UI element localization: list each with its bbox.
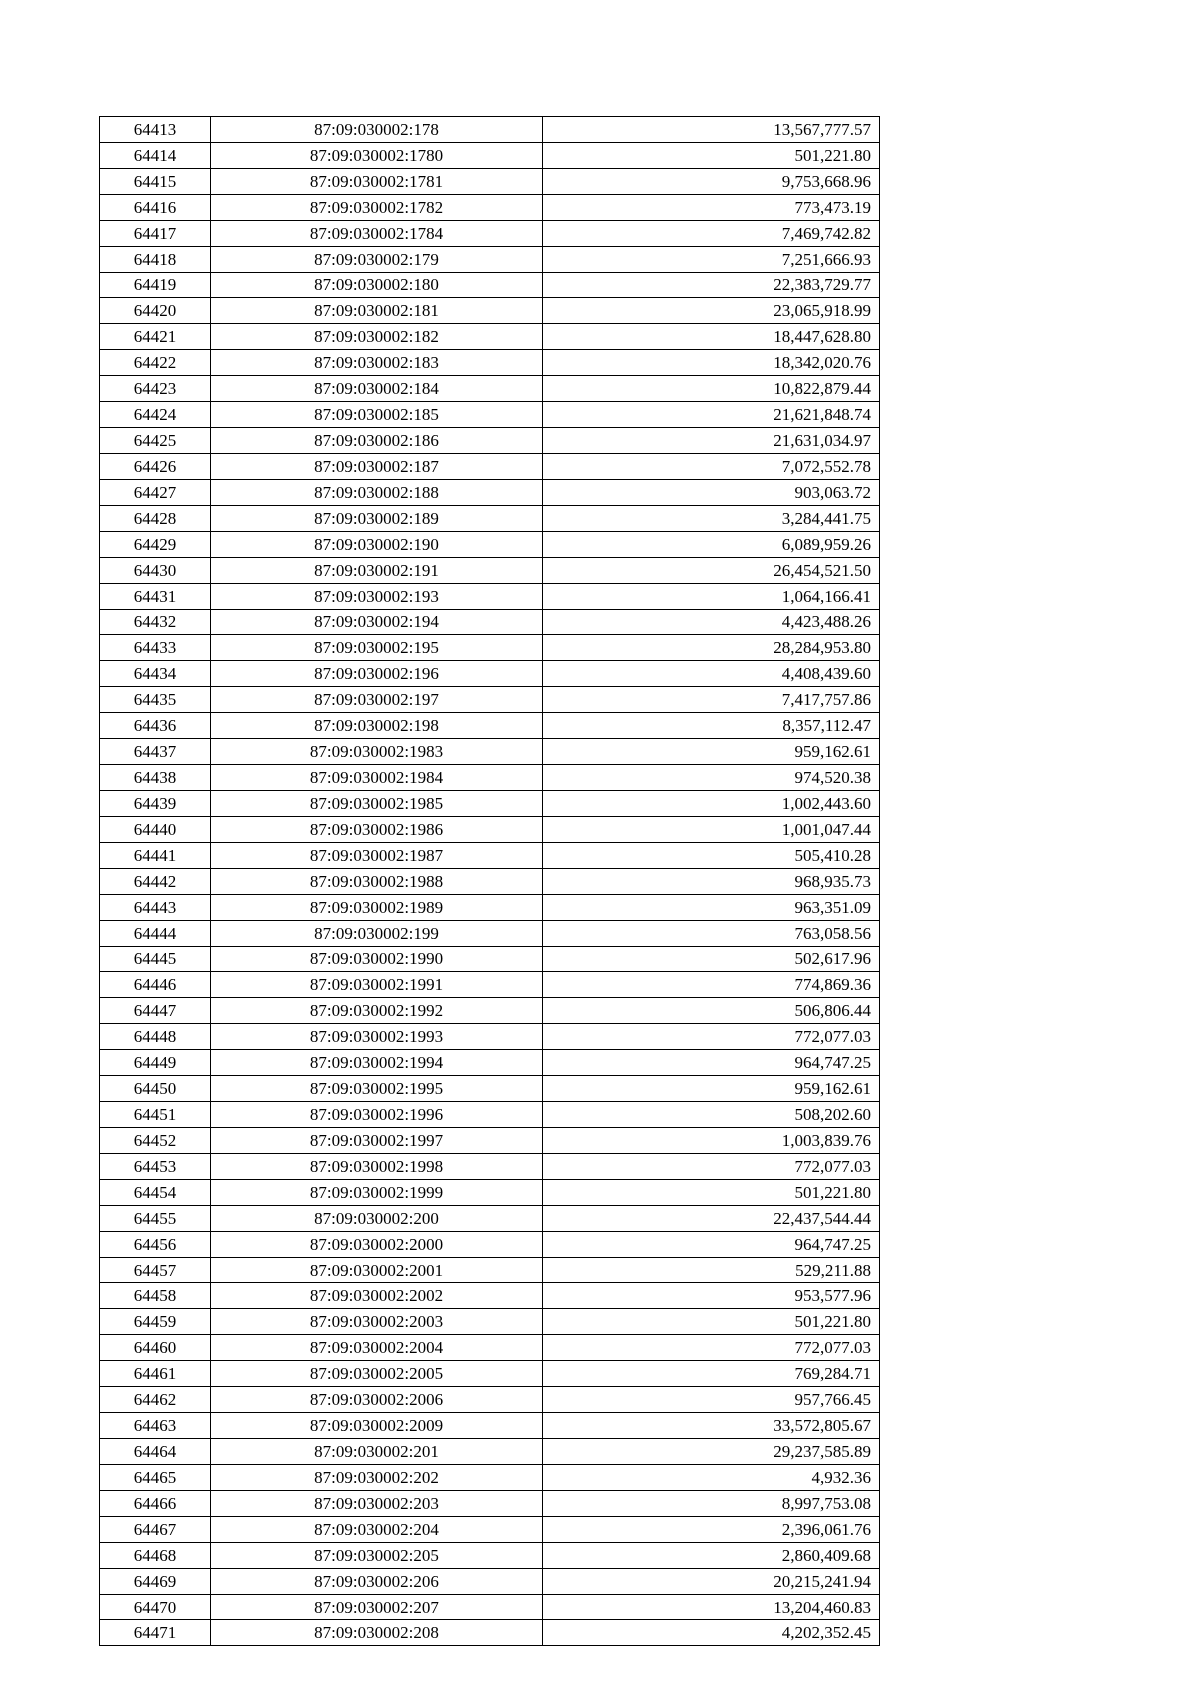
value-cell: 963,351.09 [543,894,880,920]
table-row [100,117,880,143]
cadastral-number-cell: 87:09:030002:202 [211,1464,543,1490]
cadastral-number-cell: 87:09:030002:206 [211,1568,543,1594]
row-number-cell: 64469 [100,1568,211,1594]
value-cell: 20,215,241.94 [543,1568,880,1594]
row-number-cell: 64414 [100,142,211,168]
table-row [100,842,880,868]
table-row [100,1050,880,1076]
table-row [100,479,880,505]
cadastral-number-cell: 87:09:030002:1983 [211,739,543,765]
value-cell: 13,204,460.83 [543,1594,880,1620]
cadastral-number-cell: 87:09:030002:1780 [211,142,543,168]
value-cell: 18,342,020.76 [543,350,880,376]
value-cell: 508,202.60 [543,1102,880,1128]
value-cell: 3,284,441.75 [543,505,880,531]
cadastral-number-cell: 87:09:030002:208 [211,1620,543,1646]
row-number-cell: 64448 [100,1024,211,1050]
row-number-cell: 64435 [100,687,211,713]
cadastral-number-cell: 87:09:030002:201 [211,1439,543,1465]
cadastral-number-cell: 87:09:030002:183 [211,350,543,376]
value-cell: 22,383,729.77 [543,272,880,298]
value-cell: 505,410.28 [543,842,880,868]
value-cell: 21,631,034.97 [543,428,880,454]
value-cell: 33,572,805.67 [543,1413,880,1439]
row-number-cell: 64462 [100,1387,211,1413]
value-cell: 18,447,628.80 [543,324,880,350]
cadastral-number-cell: 87:09:030002:189 [211,505,543,531]
table-body [100,117,880,1646]
value-cell: 7,072,552.78 [543,453,880,479]
cadastral-number-cell: 87:09:030002:1984 [211,765,543,791]
value-cell: 953,577.96 [543,1283,880,1309]
row-number-cell: 64463 [100,1413,211,1439]
cadastral-number-cell: 87:09:030002:1999 [211,1179,543,1205]
cadastral-number-cell: 87:09:030002:182 [211,324,543,350]
cadastral-number-cell: 87:09:030002:2009 [211,1413,543,1439]
cadastral-number-cell: 87:09:030002:1993 [211,1024,543,1050]
row-number-cell: 64465 [100,1464,211,1490]
row-number-cell: 64471 [100,1620,211,1646]
cadastral-number-cell: 87:09:030002:1995 [211,1076,543,1102]
row-number-cell: 64430 [100,557,211,583]
value-cell: 964,747.25 [543,1231,880,1257]
row-number-cell: 64428 [100,505,211,531]
cadastral-number-cell: 87:09:030002:1997 [211,1127,543,1153]
value-cell: 23,065,918.99 [543,298,880,324]
value-cell: 21,621,848.74 [543,402,880,428]
cadastral-number-cell: 87:09:030002:199 [211,920,543,946]
row-number-cell: 64458 [100,1283,211,1309]
value-cell: 501,221.80 [543,142,880,168]
value-cell: 26,454,521.50 [543,557,880,583]
row-number-cell: 64415 [100,168,211,194]
table-row [100,1542,880,1568]
table-row [100,168,880,194]
value-cell: 13,567,777.57 [543,117,880,143]
table-row [100,1024,880,1050]
cadastral-number-cell: 87:09:030002:2001 [211,1257,543,1283]
row-number-cell: 64423 [100,376,211,402]
value-cell: 2,860,409.68 [543,1542,880,1568]
table-row [100,1153,880,1179]
row-number-cell: 64420 [100,298,211,324]
value-cell: 28,284,953.80 [543,635,880,661]
cadastral-number-cell: 87:09:030002:1989 [211,894,543,920]
table-row [100,1102,880,1128]
table-row [100,142,880,168]
cadastral-number-cell: 87:09:030002:194 [211,609,543,635]
table-row [100,1283,880,1309]
table-row [100,661,880,687]
value-cell: 772,077.03 [543,1153,880,1179]
table-row [100,246,880,272]
value-cell: 29,237,585.89 [543,1439,880,1465]
value-cell: 964,747.25 [543,1050,880,1076]
table-row [100,298,880,324]
table-row [100,1439,880,1465]
row-number-cell: 64459 [100,1309,211,1335]
table-row [100,1179,880,1205]
cadastral-number-cell: 87:09:030002:1985 [211,790,543,816]
cadastral-number-cell: 87:09:030002:178 [211,117,543,143]
row-number-cell: 64468 [100,1542,211,1568]
value-cell: 22,437,544.44 [543,1205,880,1231]
table-row [100,1620,880,1646]
value-cell: 4,202,352.45 [543,1620,880,1646]
row-number-cell: 64452 [100,1127,211,1153]
cadastral-number-cell: 87:09:030002:193 [211,583,543,609]
table-row [100,557,880,583]
row-number-cell: 64447 [100,998,211,1024]
value-cell: 501,221.80 [543,1309,880,1335]
table-row [100,920,880,946]
value-cell: 7,251,666.93 [543,246,880,272]
table-row [100,583,880,609]
table-row [100,1205,880,1231]
cadastral-number-cell: 87:09:030002:197 [211,687,543,713]
cadastral-number-cell: 87:09:030002:186 [211,428,543,454]
cadastral-number-cell: 87:09:030002:1781 [211,168,543,194]
value-cell: 1,003,839.76 [543,1127,880,1153]
row-number-cell: 64454 [100,1179,211,1205]
table-row [100,816,880,842]
cadastral-number-cell: 87:09:030002:1994 [211,1050,543,1076]
value-cell: 7,469,742.82 [543,220,880,246]
row-number-cell: 64464 [100,1439,211,1465]
cadastral-number-cell: 87:09:030002:187 [211,453,543,479]
row-number-cell: 64460 [100,1335,211,1361]
cadastral-number-cell: 87:09:030002:2006 [211,1387,543,1413]
value-cell: 10,822,879.44 [543,376,880,402]
cadastral-number-cell: 87:09:030002:2002 [211,1283,543,1309]
table-row [100,324,880,350]
row-number-cell: 64419 [100,272,211,298]
table-row [100,1231,880,1257]
row-number-cell: 64453 [100,1153,211,1179]
row-number-cell: 64437 [100,739,211,765]
cadastral-number-cell: 87:09:030002:1784 [211,220,543,246]
cadastral-number-cell: 87:09:030002:2005 [211,1361,543,1387]
table-row [100,272,880,298]
row-number-cell: 64449 [100,1050,211,1076]
table-row [100,1490,880,1516]
value-cell: 8,997,753.08 [543,1490,880,1516]
table-row [100,739,880,765]
value-cell: 501,221.80 [543,1179,880,1205]
value-cell: 4,408,439.60 [543,661,880,687]
table-row [100,1568,880,1594]
row-number-cell: 64431 [100,583,211,609]
row-number-cell: 64470 [100,1594,211,1620]
table-row [100,1464,880,1490]
value-cell: 959,162.61 [543,739,880,765]
table-row [100,946,880,972]
value-cell: 772,077.03 [543,1024,880,1050]
cadastral-number-cell: 87:09:030002:1990 [211,946,543,972]
row-number-cell: 64424 [100,402,211,428]
row-number-cell: 64456 [100,1231,211,1257]
row-number-cell: 64440 [100,816,211,842]
value-cell: 968,935.73 [543,868,880,894]
table-row [100,1516,880,1542]
table-row [100,1076,880,1102]
row-number-cell: 64445 [100,946,211,972]
table-row [100,765,880,791]
row-number-cell: 64413 [100,117,211,143]
table-row [100,998,880,1024]
table-row [100,1309,880,1335]
cadastral-number-cell: 87:09:030002:179 [211,246,543,272]
cadastral-number-cell: 87:09:030002:181 [211,298,543,324]
cadastral-number-cell: 87:09:030002:205 [211,1542,543,1568]
row-number-cell: 64461 [100,1361,211,1387]
cadastral-number-cell: 87:09:030002:198 [211,713,543,739]
row-number-cell: 64455 [100,1205,211,1231]
table-row [100,635,880,661]
row-number-cell: 64429 [100,531,211,557]
cadastral-number-cell: 87:09:030002:207 [211,1594,543,1620]
table-row [100,194,880,220]
value-cell: 6,089,959.26 [543,531,880,557]
table-row [100,1387,880,1413]
row-number-cell: 64444 [100,920,211,946]
table-row [100,1413,880,1439]
cadastral-number-cell: 87:09:030002:2000 [211,1231,543,1257]
value-cell: 774,869.36 [543,972,880,998]
value-cell: 502,617.96 [543,946,880,972]
value-cell: 1,064,166.41 [543,583,880,609]
row-number-cell: 64442 [100,868,211,894]
cadastral-number-cell: 87:09:030002:184 [211,376,543,402]
table-row [100,376,880,402]
row-number-cell: 64418 [100,246,211,272]
row-number-cell: 64467 [100,1516,211,1542]
cadastral-number-cell: 87:09:030002:1988 [211,868,543,894]
row-number-cell: 64434 [100,661,211,687]
table-row [100,894,880,920]
value-cell: 957,766.45 [543,1387,880,1413]
value-cell: 773,473.19 [543,194,880,220]
cadastral-number-cell: 87:09:030002:2004 [211,1335,543,1361]
row-number-cell: 64457 [100,1257,211,1283]
value-cell: 4,423,488.26 [543,609,880,635]
table-row [100,1257,880,1283]
table-row [100,428,880,454]
table-row [100,220,880,246]
cadastral-number-cell: 87:09:030002:204 [211,1516,543,1542]
cadastral-number-cell: 87:09:030002:1987 [211,842,543,868]
table-row [100,790,880,816]
cadastral-number-cell: 87:09:030002:195 [211,635,543,661]
table-row [100,453,880,479]
table-row [100,1594,880,1620]
value-cell: 8,357,112.47 [543,713,880,739]
row-number-cell: 64450 [100,1076,211,1102]
value-cell: 959,162.61 [543,1076,880,1102]
row-number-cell: 64439 [100,790,211,816]
row-number-cell: 64422 [100,350,211,376]
cadastral-number-cell: 87:09:030002:185 [211,402,543,428]
row-number-cell: 64438 [100,765,211,791]
table-row [100,1335,880,1361]
cadastral-number-cell: 87:09:030002:203 [211,1490,543,1516]
value-cell: 9,753,668.96 [543,168,880,194]
row-number-cell: 64451 [100,1102,211,1128]
value-cell: 1,002,443.60 [543,790,880,816]
value-cell: 769,284.71 [543,1361,880,1387]
table-row [100,1127,880,1153]
cadastral-number-cell: 87:09:030002:1998 [211,1153,543,1179]
cadastral-number-cell: 87:09:030002:180 [211,272,543,298]
value-cell: 763,058.56 [543,920,880,946]
row-number-cell: 64421 [100,324,211,350]
row-number-cell: 64443 [100,894,211,920]
value-cell: 1,001,047.44 [543,816,880,842]
value-cell: 4,932.36 [543,1464,880,1490]
table-row [100,972,880,998]
row-number-cell: 64417 [100,220,211,246]
value-cell: 7,417,757.86 [543,687,880,713]
table-row [100,505,880,531]
value-cell: 529,211.88 [543,1257,880,1283]
table-row [100,402,880,428]
row-number-cell: 64466 [100,1490,211,1516]
cadastral-number-cell: 87:09:030002:188 [211,479,543,505]
table-row [100,609,880,635]
cadastral-number-cell: 87:09:030002:190 [211,531,543,557]
value-cell: 2,396,061.76 [543,1516,880,1542]
table-row [100,713,880,739]
row-number-cell: 64446 [100,972,211,998]
row-number-cell: 64416 [100,194,211,220]
table-row [100,868,880,894]
value-cell: 772,077.03 [543,1335,880,1361]
cadastral-number-cell: 87:09:030002:1992 [211,998,543,1024]
cadastral-number-cell: 87:09:030002:196 [211,661,543,687]
cadastral-number-cell: 87:09:030002:2003 [211,1309,543,1335]
value-cell: 974,520.38 [543,765,880,791]
row-number-cell: 64425 [100,428,211,454]
row-number-cell: 64441 [100,842,211,868]
table-row [100,1361,880,1387]
row-number-cell: 64427 [100,479,211,505]
cadastral-number-cell: 87:09:030002:1996 [211,1102,543,1128]
row-number-cell: 64426 [100,453,211,479]
value-cell: 506,806.44 [543,998,880,1024]
row-number-cell: 64432 [100,609,211,635]
cadastral-number-cell: 87:09:030002:1782 [211,194,543,220]
row-number-cell: 64436 [100,713,211,739]
cadastral-number-cell: 87:09:030002:200 [211,1205,543,1231]
cadastral-number-cell: 87:09:030002:1986 [211,816,543,842]
row-number-cell: 64433 [100,635,211,661]
table-row [100,687,880,713]
cadastral-number-cell: 87:09:030002:1991 [211,972,543,998]
cadastral-number-cell: 87:09:030002:191 [211,557,543,583]
cadastral-value-table [99,116,880,1646]
table-row [100,531,880,557]
value-cell: 903,063.72 [543,479,880,505]
table-row [100,350,880,376]
